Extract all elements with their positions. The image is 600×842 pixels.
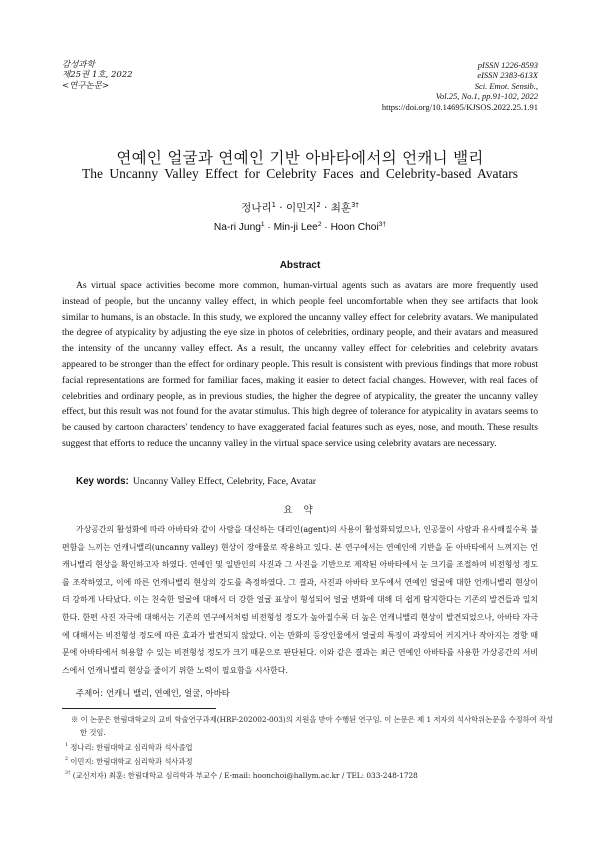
footnote-author-1 <box>62 741 541 754</box>
author-3-affil: 3† <box>351 201 359 209</box>
footnote-divider <box>62 708 216 709</box>
footnote-funding-text: 이 논문은 한림대학교의 교비 학술연구과제(HRF-202002-003)의 지원을 받아 수행된 연구임. 이 논문은 제 1 저자의 석사학위논문을 수정하여 작성한 것임. <box>80 715 554 737</box>
footnote-funding <box>62 713 556 739</box>
doi-link[interactable]: https://doi.org/10.14695/KJSOS.2022.25.1.91 <box>381 101 538 112</box>
eissn: eISSN 2383-613X <box>477 70 538 81</box>
abstract-heading: Abstract <box>279 260 321 271</box>
footnote-mark: 1 <box>65 743 69 748</box>
title-english: The Uncanny Valley Effect for Celebrity Faces and Celebrity-based Avatars <box>82 166 518 181</box>
author-2-name: 이민지 <box>285 202 317 214</box>
author-2-affil-en: 2 <box>317 221 322 228</box>
keywords-kr-label: 주제어: <box>76 688 104 698</box>
article-type: <연구논문> <box>62 80 110 91</box>
author-2-name-en: Min-ji Lee <box>273 222 318 233</box>
journal-header-right <box>382 60 538 112</box>
keywords-korean <box>76 687 230 699</box>
authors-english <box>0 222 600 233</box>
author-1-name-en: Na-ri Jung <box>213 222 261 233</box>
keywords-english <box>76 476 316 487</box>
keywords-label: Key words: <box>76 476 129 487</box>
title-korean: 연예인 얼굴과 연예인 기반 아바타에서의 언캐니 밸리 <box>116 149 484 167</box>
footnote-mark: 2 <box>65 757 69 762</box>
journal-volume-en: Vol.25, No.1, pp.91-102, 2022 <box>435 91 538 102</box>
author-1-affil-en: 1 <box>260 221 265 228</box>
abstract-text: As virtual space activities become more common, human-virtual agents such as avatars are more frequently used instead of people, but the uncanny valley effect, in which people feel uncomfortable when they see artifacts that look similar to humans, is an obstacle. In this study, we explored the uncanny valley effect for celebrity avatars. We manipulated the degree of atypicality by adjusting the eye size in photos of celebrities, ordinary people, and their avatars and measured the intensity of the uncanny valley effect. As a result, the uncanny valley effect for celebrities and celebrity avatars appeared to be stronger than the effect for ordinary people. This result is consistent with previous findings that more robust facial representations are formed for familiar faces, making it easier to detect facial changes. However, with real faces of celebrities and ordinary people, as in previous studies, the higher the degree of atypicality, the greater the uncanny valley effect, but this result was not found for the avatar stimulus. This high degree of tolerance for atypicality in avatars seems to be caused by cartoon characters' tendency to have exaggerated facial features such as eyes, nose, and mouth. These results suggest that efforts to reduce the uncanny valley in the virtual space service using celebrity avatars are necessary. <box>62 280 538 449</box>
journal-header-left <box>62 60 133 91</box>
author-separator: · <box>320 202 331 214</box>
author-separator: · <box>264 222 274 233</box>
footnote-author-2-text: 이민지: 한림대학교 심리학과 석사과정 <box>70 757 193 766</box>
author-3-name: 최훈 <box>330 202 352 214</box>
footnote-author-2 <box>62 755 541 768</box>
footnote-author-3 <box>62 769 541 782</box>
journal-name-en: Sci. Emot. Sensib., <box>474 80 538 91</box>
summary-heading: 요 약 <box>283 505 317 516</box>
keywords-list: Uncanny Valley Effect, Celebrity, Face, Avatar <box>132 476 317 487</box>
author-1-affil: 1 <box>271 201 276 209</box>
footnote-mark: 3† <box>65 771 71 776</box>
summary-text: 가상공간의 활성화에 따라 아바타와 같이 사람을 대신하는 대리인(agent)의 사용이 활성화되었으나, 인공물이 사람과 유사해질수록 불편함을 느끼는 언캐니밸리(uncanny valley) 현상이 장애물로 작용하고 있다. 본 연구에서는 연예인에 기반을 둔 아바타에서 느껴지는 언캐니밸리 현상을 확인하고자 하였다. 연예인 및 일반인의 사진과 그 사진을 기반으로 제작된 아바타에서 눈 크기를 조절하여 비전형성 정도를 조작하였고, 이에 따른 언캐니밸리 현상의 강도를 측정하였다. 그 결과, 사진과 아바타 모두에서 연예인 얼굴에 대한 언캐니밸리 현상이 더 강하게 나타났다. 이는 친숙한 얼굴에 대해서 더 강한 얼굴 표상이 형성되어 얼굴 변화에 대해 더 쉽게 탐지한다는 기존의 발견들과 일치한다. 한편 사진 자극에 대해서는 기존의 연구에서처럼 비전형성 정도가 높아질수록 더 높은 언캐니밸리 현상이 발견되었으나, 아바타 자극에 대해서는 비전형성 정도에 따른 효과가 발견되지 않았다. 이는 만화의 등장인물에서 얼굴의 특징이 과장되어 커지거나 작아지는 경향 때문에 아바타에서 허용할 수 있는 비전형성 정도가 크기 때문으로 판단된다. 이와 같은 결과는 최근 연예인 아바타를 사용한 가상공간의 서비스에서 언캐니밸리 현상을 줄이기 위한 노력이 필요함을 시사한다. <box>62 525 538 675</box>
author-3-name-en: Hoon Choi <box>330 222 379 233</box>
footnote-author-3-text: (교신저자) 최훈: 한림대학교 심리학과 부교수 / E-mail: hoonchoi@hallym.ac.kr / TEL: 033-248-1728 <box>72 771 418 780</box>
pissn: pISSN 1226-8593 <box>477 60 538 70</box>
authors-korean <box>0 200 600 215</box>
author-separator: · <box>275 202 286 214</box>
journal-volume-kr: 제25권 1호, 2022 <box>62 70 133 81</box>
journal-name-kr: 감성과학 <box>62 60 95 70</box>
keywords-kr-list: 언캐니 밸리, 연예인, 얼굴, 아바타 <box>106 688 230 698</box>
footnote-author-1-text: 정나리: 한림대학교 심리학과 석사졸업 <box>70 743 193 752</box>
author-separator: · <box>321 222 331 233</box>
author-1-name: 정나리 <box>241 202 272 214</box>
author-3-affil-en: 3† <box>378 221 387 228</box>
footnote-mark: ※ <box>71 715 79 724</box>
author-2-affil: 2 <box>316 201 321 209</box>
